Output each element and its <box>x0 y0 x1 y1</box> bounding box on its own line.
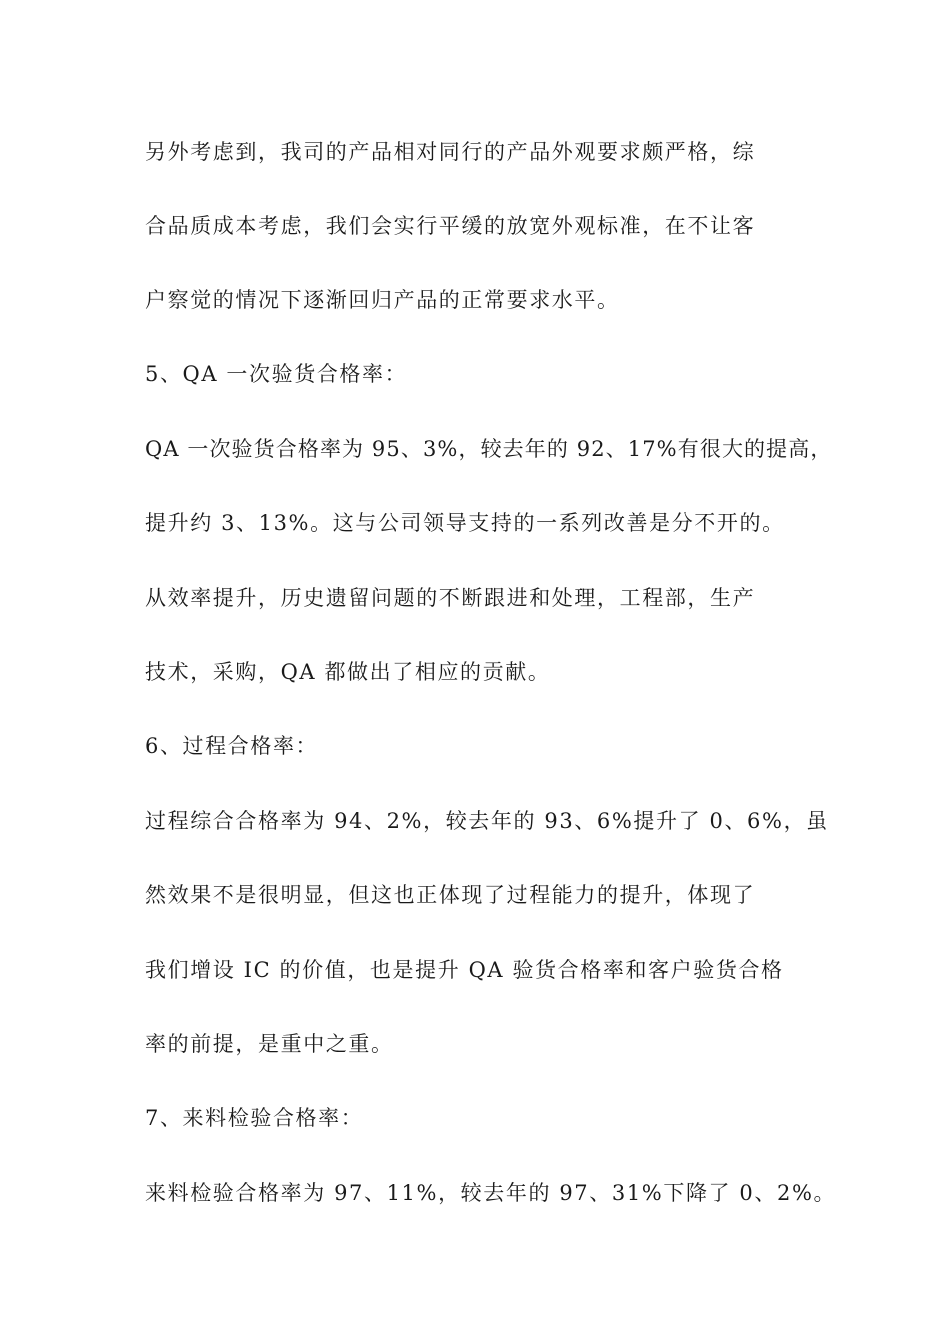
section-heading-5: 5、QA 一次验货合格率： <box>145 362 408 386</box>
paragraph-line-6: 提升约 3、13%。这与公司领导支持的一系列改善是分不开的。 <box>145 511 785 535</box>
paragraph-line-11: 然效果不是很明显，但这也正体现了过程能力的提升，体现了 <box>145 883 756 907</box>
paragraph-line-10: 过程综合合格率为 94、2%，较去年的 93、6%提升了 0、6%，虽 <box>145 809 829 833</box>
section-heading-6: 6、过程合格率： <box>145 734 319 758</box>
paragraph-line-1: 另外考虑到，我司的产品相对同行的产品外观要求颇严格，综 <box>145 140 756 164</box>
section-heading-7: 7、来料检验合格率： <box>145 1106 364 1130</box>
paragraph-line-3: 户察觉的情况下逐渐回归产品的正常要求水平。 <box>145 288 620 312</box>
paragraph-line-13: 率的前提，是重中之重。 <box>145 1032 394 1056</box>
paragraph-line-12: 我们增设 IC 的价值，也是提升 QA 验货合格率和客户验货合格 <box>145 958 784 982</box>
paragraph-line-2: 合品质成本考虑，我们会实行平缓的放宽外观标准，在不让客 <box>145 214 756 238</box>
paragraph-line-5: QA 一次验货合格率为 95、3%，较去年的 92、17%有很大的提高， <box>145 437 833 461</box>
paragraph-line-7: 从效率提升，历史遗留问题的不断跟进和处理，工程部，生产 <box>145 586 756 610</box>
paragraph-line-15: 来料检验合格率为 97、11%，较去年的 97、31%下降了 0、2%。 <box>145 1181 837 1205</box>
paragraph-line-8: 技术，采购，QA 都做出了相应的贡献。 <box>145 660 551 684</box>
